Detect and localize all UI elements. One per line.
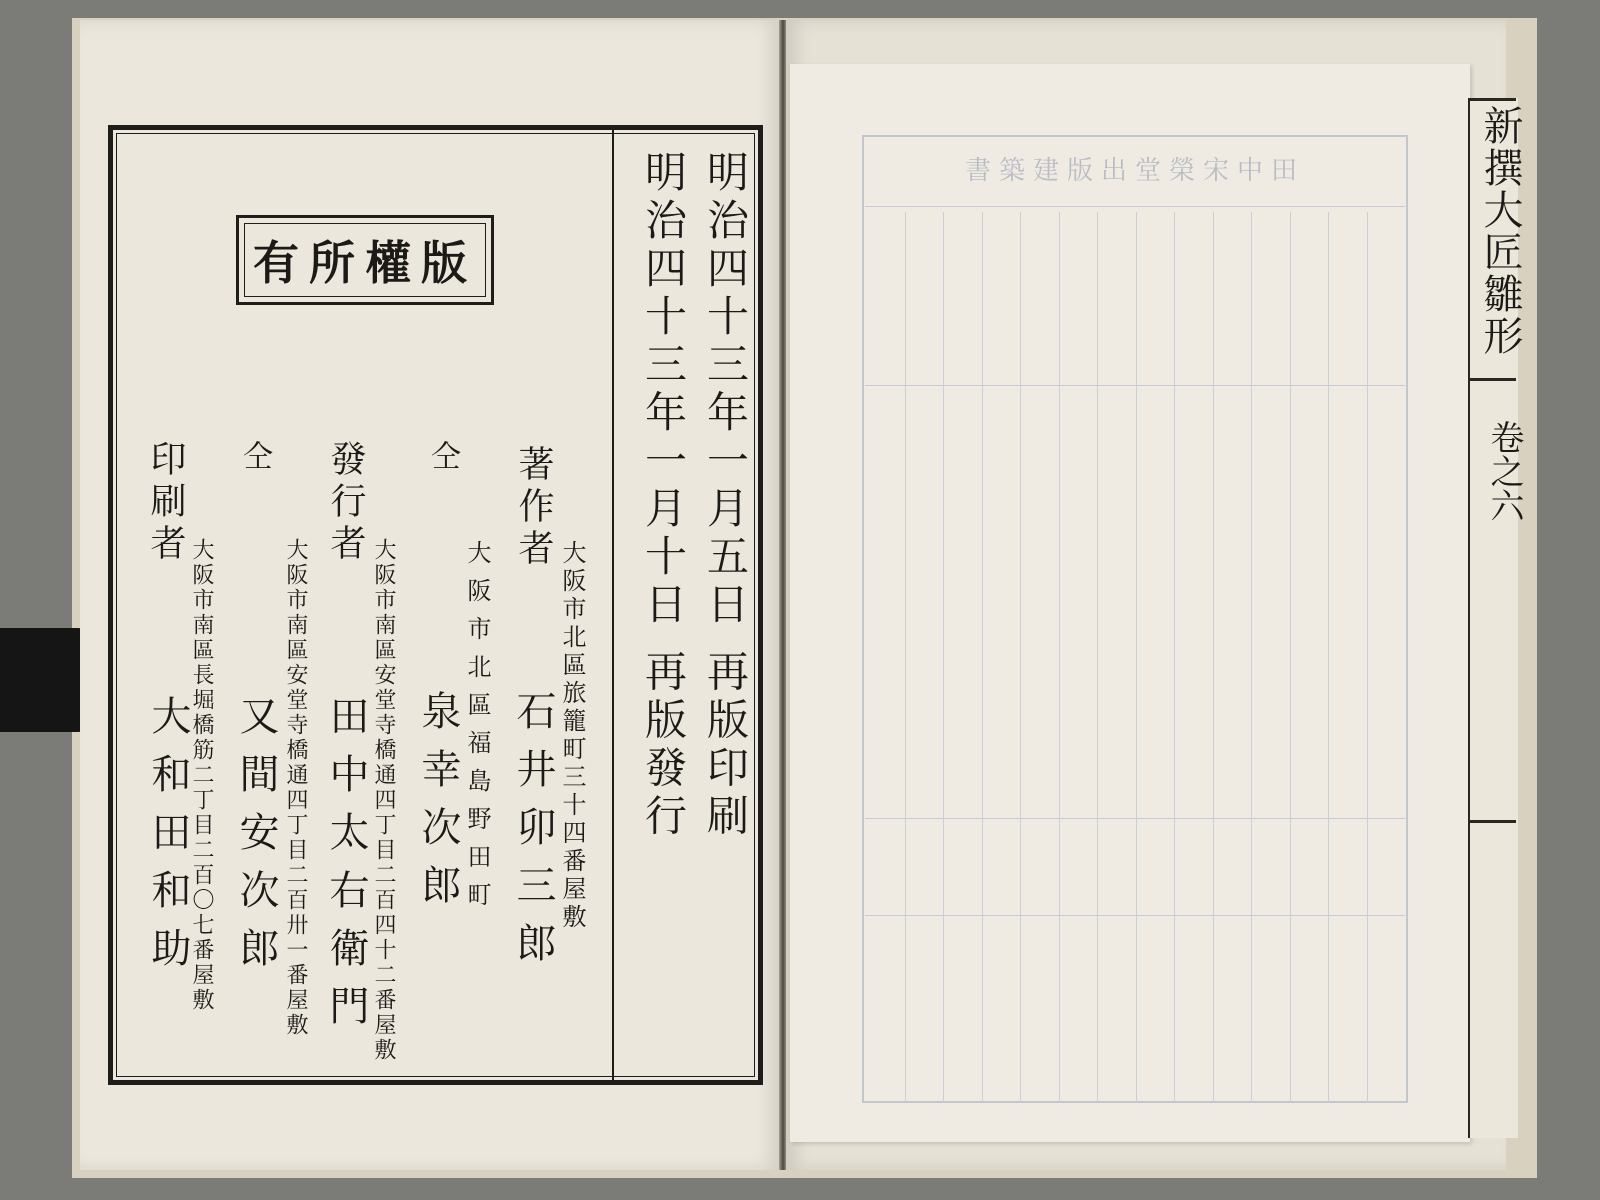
copyright-stamp	[236, 215, 494, 305]
print-date: 明治四十三年一月五日 再版印刷	[701, 150, 750, 842]
author-address: 大阪市北區旅籠町三十四番屋敷	[558, 540, 586, 932]
second-address: 大阪市北區福島野田町	[463, 540, 491, 920]
catalog-column-line	[1213, 212, 1214, 1102]
publisher-label: 發行者	[325, 440, 366, 566]
catalog-column-line	[982, 212, 983, 1102]
catalog-column-line	[905, 212, 906, 1102]
catalog-column-line	[1097, 212, 1098, 1102]
catalog-column-line	[1367, 212, 1368, 1102]
book-title: 新撰大匠雛形	[1477, 105, 1523, 357]
fourth-address: 大阪市南區安堂寺橋通四丁目二百卅一番屋敷	[283, 538, 308, 1038]
printer-label: 印刷者	[145, 440, 186, 566]
catalog-row-line	[865, 206, 1405, 207]
catalog-column-line	[1328, 212, 1329, 1102]
publisher-name: 田中太右衛門	[323, 695, 369, 1043]
catalog-column-line	[1174, 212, 1175, 1102]
publisher-address: 大阪市南區安堂寺橋通四丁目二百四十二番屋敷	[371, 538, 396, 1063]
strip-rule	[1468, 98, 1516, 101]
catalog-title: 田中宋榮堂出版建築書	[964, 156, 1305, 186]
bookmark-ribbon	[0, 628, 86, 732]
ditto-mark-2: 仝	[237, 440, 272, 476]
catalog-column-line	[1059, 212, 1060, 1102]
author-label: 著作者	[513, 445, 554, 571]
strip-rule	[1468, 820, 1516, 823]
catalog-column-line	[1136, 212, 1137, 1102]
fourth-name: 又間安次郎	[233, 695, 279, 985]
catalog-column-line	[1251, 212, 1252, 1102]
copyright-stamp-text: 版權所有	[253, 236, 477, 290]
volume-label: 卷之六	[1484, 420, 1524, 522]
printer-name: 大和田和助	[145, 695, 191, 985]
printer-address: 大阪市南區長堀橋筋二丁目二百〇七番屋敷	[189, 538, 214, 1013]
ditto-mark-1: 仝	[425, 440, 460, 476]
catalog-column-line	[1290, 212, 1291, 1102]
catalog-column-line	[1020, 212, 1021, 1102]
catalog-column-line	[943, 212, 944, 1102]
publish-date: 明治四十三年一月十日 再版發行	[639, 150, 688, 842]
author-name: 石井卯三郎	[510, 690, 556, 980]
strip-rule	[1468, 378, 1516, 381]
date-divider-line	[612, 130, 614, 1080]
second-name: 泉幸次郎	[415, 690, 461, 922]
